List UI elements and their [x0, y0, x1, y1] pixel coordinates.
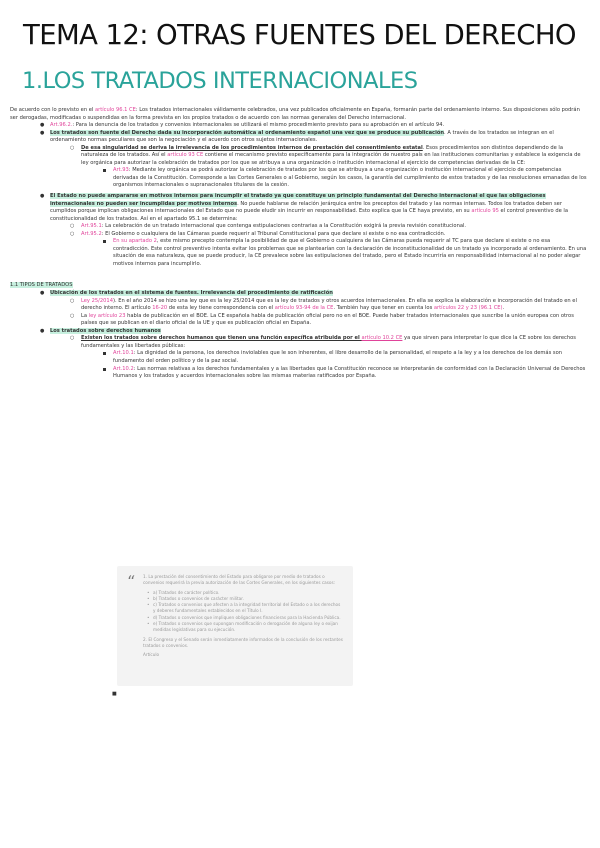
subsection-heading: 1.1 TIPOS DE TRATADOS [10, 282, 73, 289]
list-item: ● Los tratados sobre derechos humanos [40, 327, 161, 334]
list-item: En su apartado 2, este mismo precepto contempla la posibilidad de que el Gobierno o cualquiera de las Cámaras pueda requerir al TC para que declare si existe o no esa contradicción. Este control preventivo intenta evitar los problemas que se plantearían con la declaración de inconstitucionalidad de un tratado ya incorporado al ordenamiento. En una situación de esa naturaleza, que se puede producir, la CE prevalece sobre las estipulaciones del tratado, pero el Estado incurriría en responsabilidad internacional al no poder alegar motivos internos para incumplirlo. [113, 238, 588, 268]
quote-list-item: • c) Tratados o convenios que afecten a la integridad territorial del Estado o a los derechos y deberes fundamentales establecidos en el Título I. [147, 602, 341, 614]
quote-block [117, 566, 353, 686]
quote-text [143, 574, 343, 659]
quote-icon: “ [127, 572, 136, 591]
list-item: ○ La ley artículo 23 habla de publicación en el BOE. La CE española habla de publicación oficial pero no en el BOE. Puede haber tratados internacionales que suscribe la unión europea con otros países que se publican en el diario oficial de la UE y que es publicación oficial en España. [70, 312, 574, 327]
quote-intro: 1. La prestación del consentimiento del Estado para obligarse por medio de tratados o convenios requerirá la previa autorización de las Cortes Generales, en los siguientes casos: [143, 574, 336, 586]
square-bullet-icon [103, 352, 106, 355]
quote-list-item: • a) Tratados de carácter político. [147, 589, 220, 595]
square-bullet-icon [103, 368, 106, 371]
quote-source: Artículo [143, 652, 160, 658]
list-item: ○ Art.95.1: La celebración de un tratado internacional que contenga estipulaciones contrarias a la Constitución exigirá la previa revisión constitucional. [70, 223, 467, 230]
list-item: Art.10.1: La dignidad de la persona, los derechos inviolables que le son inherentes, el libre desarrollo de la personalidad, el respeto a la ley y a los derechos de los demás son fundamento del orden político y de la paz social. [113, 350, 588, 365]
square-bullet-icon: ■ [112, 691, 117, 697]
page-title: TEMA 12: OTRAS FUENTES DEL DERECHO [23, 19, 576, 51]
bullet-icon: ● [40, 129, 45, 136]
bullet-icon: ● [40, 193, 45, 200]
square-bullet-icon [103, 240, 106, 243]
bullet-icon: ● [40, 122, 45, 129]
section-heading: 1.LOS TRATADOS INTERNACIONALES [22, 68, 418, 94]
list-item: ● El Estado no puede ampararse en motivos internos para incumplir el tratado ya que constituye un principio fundamental del Derecho internacional el que las obligaciones internacionales no pueden ser incumplidas por motivos internos. No puede hablarse de relación jerárquica entre los preceptos del tratado y las normas internas. Todos los tratados deben ser cumplidos porque implican obligaciones internacionales del Estado que no puede eludir sin incurrir en responsabilidad. Esto explica que la CE haya previsto, en su artículo 95 el control preventivo de la constitucionalidad de los tratados. Así en el apartado 95.1 se determina: [40, 193, 568, 222]
list-item: ○ Ley 25/2014). En el año 2014 se hizo una ley que es la ley 25/2014 que es la ley de tratados y otros acuerdos internacionales. En ella se explica la elaboración e incorporación del tratado en el derecho interno. El artículo 16-20 de esta ley tiene correspondencia con el artículo 93-94 de la CE. También hay que tener en cuenta los artículos 22 y 23 (96.1 CE). [70, 297, 577, 312]
bullet-icon: ● [40, 327, 45, 334]
quote-list-item: • e) Tratados o convenios que supongan modificación o derogación de alguna ley o exijan medidas legislativas para su ejecución. [147, 621, 338, 633]
list-item: ○ Art.95.2: El Gobierno o cualquiera de las Cámaras puede requerir al Tribunal Constitucional para que declare si existe o no esa contradicción. [70, 230, 446, 237]
list-item: ● Ubicación de los tratados en el sistema de fuentes. Irrelevancia del procedimiento de ratificación [40, 290, 333, 297]
quote-list-item: • d) Tratados o convenios que impliquen obligaciones financieras para la Hacienda Pública. [147, 614, 341, 620]
list-item: ● Los tratados son fuente del Derecho dada su incorporación automática al ordenamiento español una vez que se produce su publicación. A través de los tratados se integran en el ordenamiento normas peculiares que son la negociación y el acuerdo con otros sujetos internacionales. [40, 129, 554, 144]
circle-bullet-icon: ○ [70, 230, 75, 237]
circle-bullet-icon: ○ [70, 312, 75, 319]
circle-bullet-icon: ○ [70, 223, 75, 230]
quote-list-item: • b) Tratados o convenios de carácter militar. [147, 595, 244, 601]
circle-bullet-icon: ○ [70, 297, 75, 304]
list-item: ● Art.96.2.: Para la denuncia de los tratados y convenios internacionales se utilizará el mismo procedimiento previsto para su aprobación en el artículo 94. [40, 122, 445, 129]
quote-paragraph: 2. El Congreso y el Senado serán inmediatamente informados de la conclusión de los restantes tratados o convenios. [143, 636, 343, 648]
list-item: ○ De esa singularidad se deriva la irrelevancia de los procedimientos internos de prestación del consentimiento estatal. Esos procedimientos son distintos dependiendo de la naturaleza de los tratados. Así el artículo 93 CE contiene el mecanismo previsto específicamente para la integración de nuestro país en las instituciones comunitarias y establece la exigencia de ley orgánica para autorizar la celebración de tratados por los que se atribuya a una organización o institución internacional el ejercicio de competencias derivadas de la CE: [70, 144, 581, 166]
list-item: Art.93: Mediante ley orgánica se podrá autorizar la celebración de tratados por los que se atribuya a una organización o institución internacional el ejercicio de competencias derivadas de la Constitución. Corresponde a las Cortes Generales o al Gobierno, según los casos, la garantía del cumplimiento de estos tratados y de las resoluciones emanadas de los organismos internacionales o supranacionales titulares de la cesión. [113, 167, 588, 190]
circle-bullet-icon: ○ [70, 144, 75, 151]
list-item: ○ Existen los tratados sobre derechos humanos que tienen una función específica atribuida por el artículo 10.2 CE ya que sirven para interpretar lo que dice la CE sobre los derechos fundamentales y las libertades públicas: [70, 335, 576, 349]
bullet-icon: ● [40, 290, 45, 297]
circle-bullet-icon: ○ [70, 335, 75, 342]
document-body [10, 107, 588, 381]
intro-paragraph: De acuerdo con lo previsto en el artículo 96.1 CE: Los tratados internacionales válidamente celebrados, una vez publicados oficialmente en España, formarán parte del ordenamiento interno. Sus disposiciones sólo podrán ser derogadas, modificadas o suspendidas en la forma prevista en los propios tratados o de acuerdo con las normas generales del Derecho internacional. [10, 107, 580, 121]
list-item: Art.10.2: Las normas relativas a los derechos fundamentales y a las libertades que la Constitución reconoce se interpretarán de conformidad con la Declaración Universal de Derechos Humanos y los tratados y acuerdos internacionales sobre las mismas materias ratificados por España. [113, 366, 588, 381]
square-bullet-icon [103, 169, 106, 172]
